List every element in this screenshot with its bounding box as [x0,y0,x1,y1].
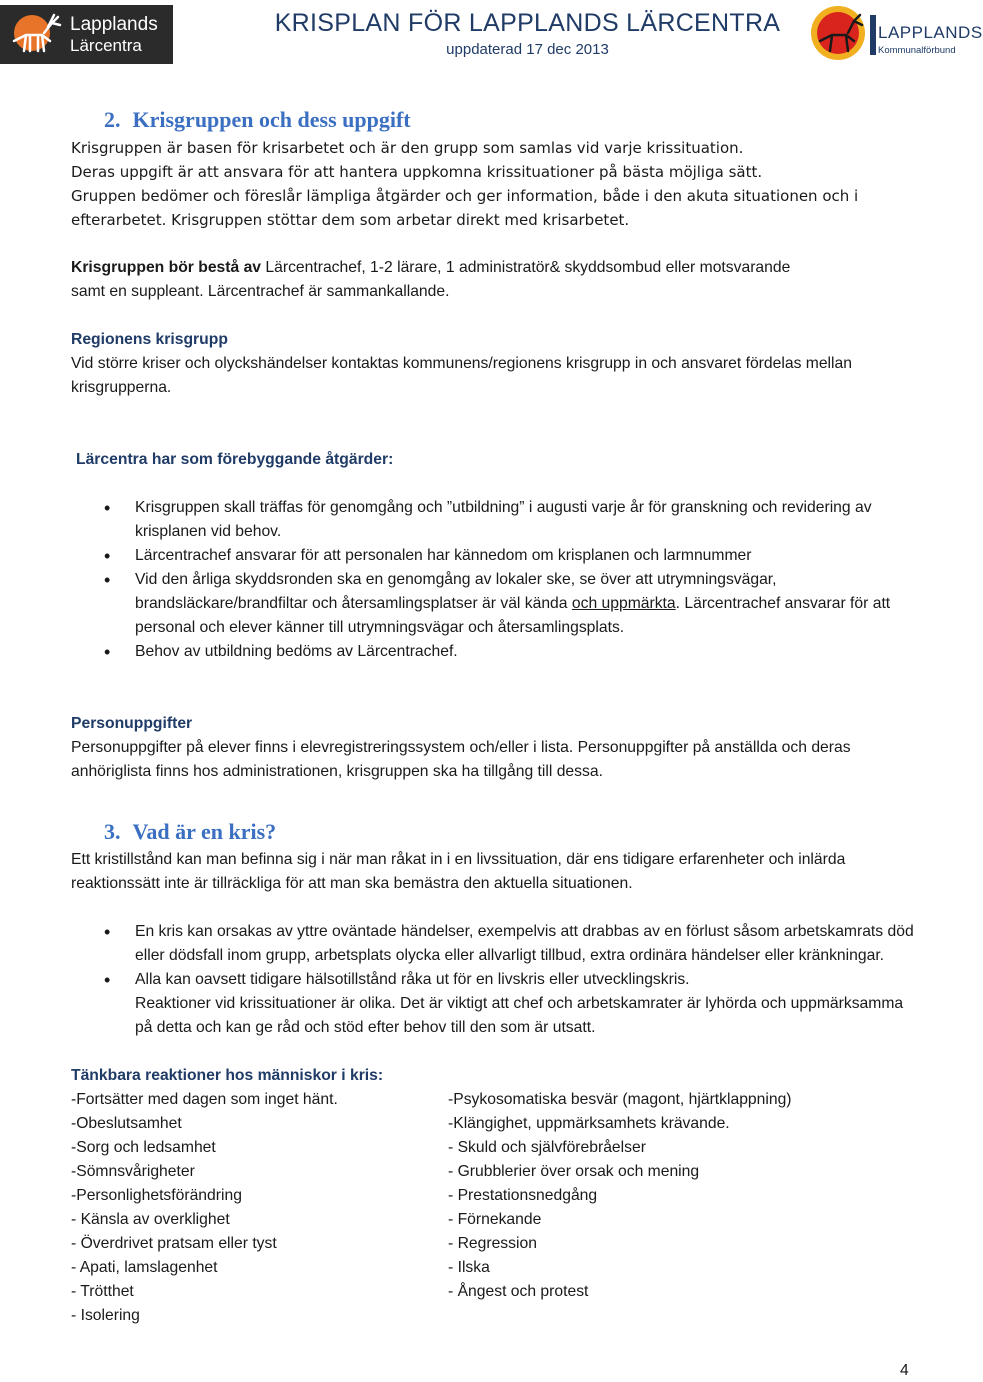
reactions-heading: Tänkbara reaktioner hos människor i kris: [71,1067,384,1084]
sun-reindeer-icon [808,3,868,63]
section-3-number: 3. [104,819,121,844]
lapplands-larcentra-logo [0,5,173,64]
page-number: 4 [900,1362,909,1379]
list-item [71,568,916,640]
logo-right-line1: LAPPLANDS [878,23,983,42]
reaction-item: - Apati, lamslagenhet [71,1259,218,1276]
reaction-item: - Ilska [448,1259,490,1276]
section-3-intro: Ett kristillstånd kan man befinna sig i när man råkat in i en livssituation, där ens tidigare erfarenheter och inlärda reaktionssätt inte är tillräckliga för att man ska bemästra den aktuella situationen. [71,851,846,892]
reaction-item: - Isolering [71,1307,140,1324]
members-paragraph [71,256,916,280]
page-header [0,0,983,70]
members-paragraph-line2: samt en suppleant. Lärcentrachef är sammankallande. [71,283,450,300]
reaction-item: -Personlighetsförändring [71,1187,242,1204]
reaction-item: - Överdrivet pratsam eller tyst [71,1235,277,1252]
updated-date: uppdaterad 17 dec 2013 [446,41,609,58]
logo-right-line2: Kommunalförbund [878,45,956,56]
section-2-title: Krisgruppen och dess uppgift [132,107,411,132]
underlined-text: och uppmärkta [571,595,676,612]
logo-bar [870,15,876,55]
section-3-heading [71,816,916,848]
list-item-text: Alla kan oavsett tidigare hälsotillstånd råka ut för en livskris eller utvecklingskris. [135,971,690,988]
reaction-item: -Fortsätter med dagen som inget hänt. [71,1091,338,1108]
reaction-item: -Sömnsvårigheter [71,1163,195,1180]
list-item: • Krisgruppen skall träffas för genomgång och ”utbildning” i augusti varje år för granskning och revidering av krisplanen vid behov. [71,496,916,544]
list-item-text: Reaktioner vid krissituationer är olika. Det är viktigt att chef och arbetskamrater är lyhörda och uppmärksamma på detta och kan ge råd och stöd efter behov till den som är utsatt. [135,995,904,1036]
section-3-title: Vad är en kris? [132,819,277,844]
document-title: KRISPLAN FÖR LAPPLANDS LÄRCENTRA [274,9,781,37]
intro-line: efterarbetet. Krisgruppen stöttar dem som arbetar direkt med krisarbetet. [71,211,630,229]
logo-left-line2: Lärcentra [70,36,142,55]
intro-line: Gruppen bedömer och föreslår lämpliga åtgärder och ger information, både i den akuta situationen och i [71,187,859,205]
reaction-item: - Förnekande [448,1211,542,1228]
document-title-block [250,8,805,60]
intro-line: Krisgruppen är basen för krisarbetet och är den grupp som samlas vid varje krissituation. [71,139,744,157]
reaction-item: -Obeslutsamhet [71,1115,182,1132]
personal-heading: Personuppgifter [71,715,193,732]
crisis-list [71,920,916,1040]
reactions-columns [71,1088,916,1328]
personal-text: Personuppgifter på elever finns i elevregistreringssystem och/eller i lista. Personuppgifter på anställda och deras anhöriglista finns hos administrationen, krisgruppen ska ha tillgång till dessa. [71,739,851,780]
reaction-item: -Sorg och ledsamhet [71,1139,216,1156]
reaction-item: - Regression [448,1235,537,1252]
list-item [71,968,916,1040]
reaction-item: - Prestationsnedgång [448,1187,598,1204]
lapplands-kommunalforbund-logo [808,3,983,63]
list-item: • En kris kan orsakas av yttre oväntade händelser, exempelvis att drabbas av en förlust såsom arbetskamrats död eller dödsfall inom grupp, arbetsplats olycka eller allvarligt tillbud, extra ordinära händelser eller kränkningar. [71,920,916,968]
document-body [71,104,916,1328]
reaction-item: - Trötthet [71,1283,134,1300]
section-2-intro [71,136,916,232]
reindeer-icon [4,11,66,59]
reaction-item: -Klängighet, uppmärksamhets krävande. [448,1115,730,1132]
reactions-right-column [448,1088,908,1328]
intro-line: Deras uppgift är att ansvara för att hantera uppkomna krissituationer på bästa möjliga sätt. [71,163,763,181]
reaction-item: - Känsla av overklighet [71,1211,230,1228]
list-item: • Behov av utbildning bedöms av Lärcentrachef. [71,640,916,664]
regional-text: Vid större kriser och olyckshändelser kontaktas kommunens/regionens krisgrupp in och ansvaret fördelas mellan krisgrupperna. [71,355,852,396]
reaction-item: - Skuld och självförebråelser [448,1139,646,1156]
reaction-item: - Grubblerier över orsak och mening [448,1163,700,1180]
reaction-item: -Psykosomatiska besvär (magont, hjärtklappning) [448,1091,792,1108]
members-label: Krisgruppen bör bestå av [71,259,262,276]
logo-left-line1: Lapplands [70,14,158,35]
list-item-text: . Lärcentrachef ansvarar för att personal och elever känner till utrymningsvägar och återsamlingsplats. [135,595,891,636]
section-2-heading [71,104,916,136]
reaction-item: - Ångest och protest [448,1283,589,1300]
preventive-heading: Lärcentra har som förebyggande åtgärder: [76,451,394,468]
section-2-number: 2. [104,107,121,132]
regional-heading: Regionens krisgrupp [71,331,228,348]
members-text: Lärcentrachef, 1-2 lärare, 1 administratör& skyddsombud eller motsvarande [261,259,791,276]
list-item-text: Vid den årliga skyddsronden ska en genomgång av lokaler ske, se över att utrymningsvägar, brandsläckare/brandfiltar och återsamlingsplatser är väl kända [135,571,777,612]
preventive-list [71,496,916,664]
reactions-left-column [71,1088,448,1328]
list-item: • Lärcentrachef ansvarar för att personalen har kännedom om krisplanen och larmnummer [71,544,916,568]
